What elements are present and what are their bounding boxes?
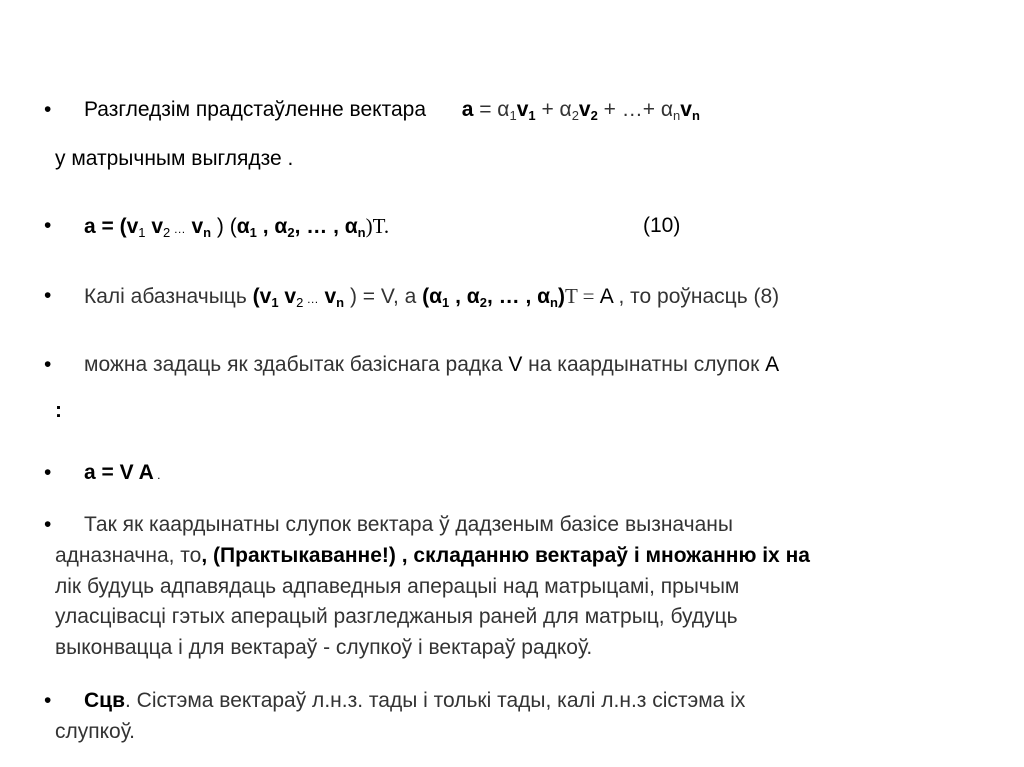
item-1-continuation: у матрычным выглядзе . [55, 147, 294, 170]
bullet: • [44, 689, 52, 712]
bullet: • [44, 98, 52, 121]
bullet: • [44, 513, 52, 536]
item-6-line-2: адназначна, то, (Практыкаванне!) , складанню вектараў і множанню іх на [55, 544, 810, 567]
item-6-line-3: лік будуць адпавядаць адпаведныя аперацыі над матрыцамі, прычым [55, 575, 740, 598]
item-5-formula: a = V A . [84, 461, 161, 484]
bullet: • [44, 214, 52, 237]
item-6-line-1: Так як каардынатны слупок вектара ў дадзеным базісе вызначаны [84, 513, 733, 536]
item-6-line-5: выконвацца і для вектараў - слупкоў і вектараў радкоў. [55, 636, 593, 659]
item-1-text: Разгледзім прадстаўленне вектара [84, 98, 426, 121]
item-4-line: можна задаць як здабытак базіснага радка V на каардынатны слупок A [84, 353, 780, 376]
bullet: • [44, 284, 52, 307]
bullet: • [44, 353, 52, 376]
item-7-line-2: слупкоў. [55, 720, 135, 743]
bullet: • [44, 461, 52, 484]
item-3-line: Калі абазначыць ($v_1$ $v_2$ … $v_n$ ) = V, а ($\alpha_1$ , $\alpha_2$, … , $\alpha_n)T = A$ , то роўнасць (8) [84, 284, 780, 310]
item-6-line-4: уласцівасці гэтых аперацый разгледжаныя раней для матрыц, будуць [55, 605, 738, 628]
equation-number: (10) [643, 214, 681, 237]
item-4-colon: : [55, 399, 62, 422]
item-1-line-1: Разгледзім прадстаўленне вектара $a = \alpha_1v_1 + \alpha_2v_2$ + …+ $\alpha_nv_n$ [84, 98, 700, 123]
item-2-formula: $a = (v_1$ $v_2$ … $v_n$ ) ($\alpha_1$ , $\alpha_2$, … , $\alpha_n)T$. [84, 214, 390, 240]
item-7-line-1: Сцв. Сістэма вектараў л.н.з. тады і толькі тады, калі л.н.з сістэма іх [84, 689, 746, 712]
